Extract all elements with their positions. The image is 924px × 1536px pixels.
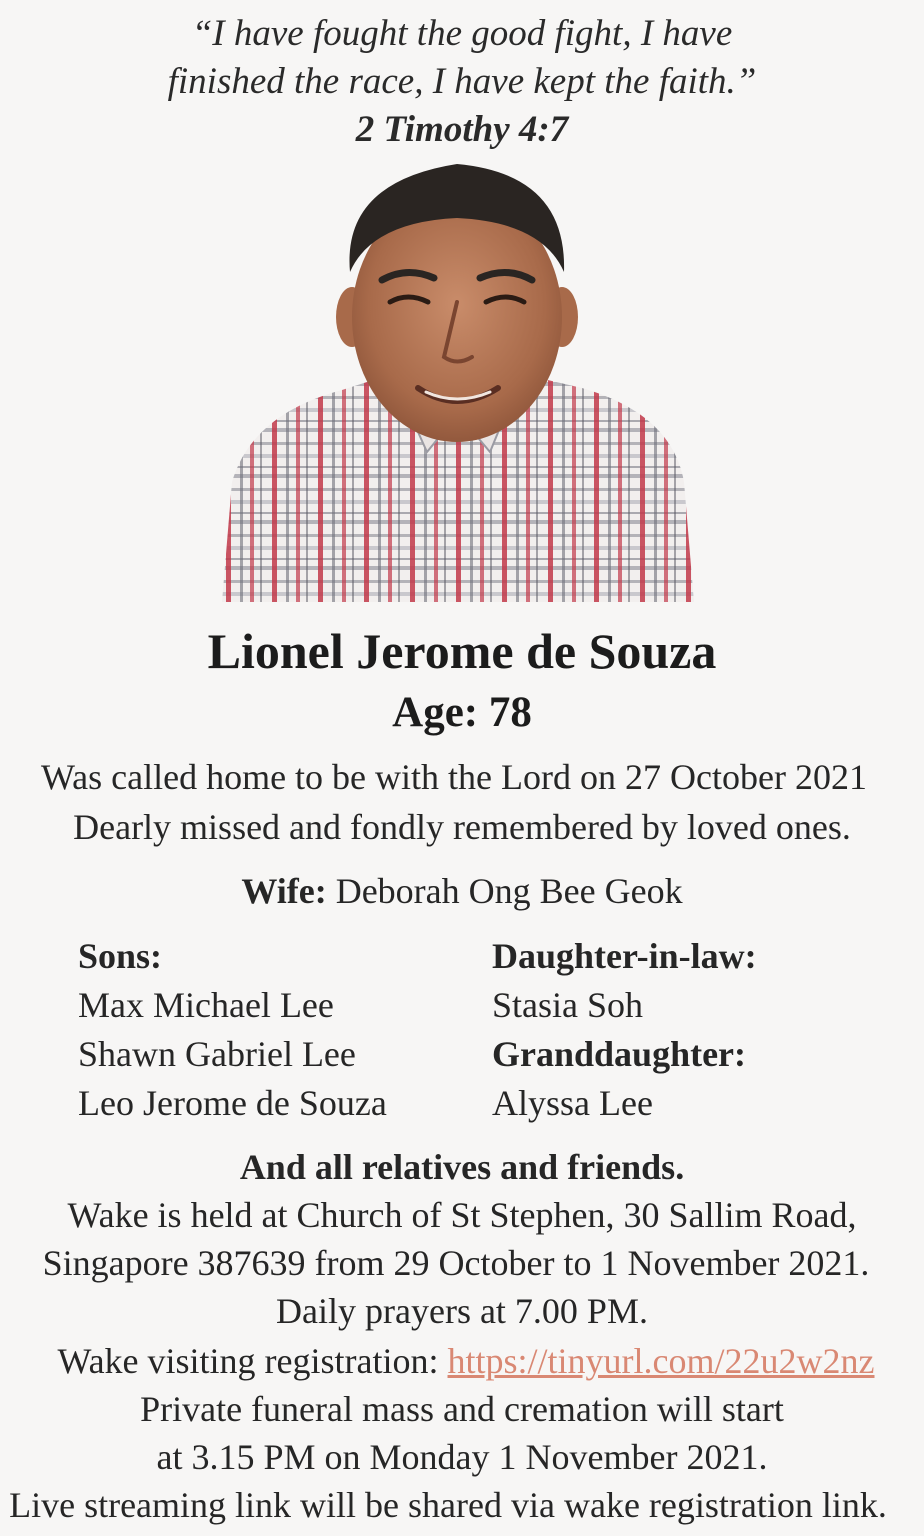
portrait-photo [222,152,694,602]
age-value: 78 [488,689,532,736]
registration-label: Wake visiting registration: [57,1341,439,1381]
son-name: Max Michael Lee [78,985,334,1025]
relations-column [492,935,912,1135]
age-label: Age: [392,689,479,736]
deceased-name: Lionel Jerome de Souza [207,623,717,679]
relatives-line: And all relatives and friends. [239,1147,685,1187]
wife-label: Wife: [241,871,327,911]
registration-line [4,1340,924,1382]
wife-name: Deborah Ong Bee Geok [335,871,683,911]
funeral-line-2: at 3.15 PM on Monday 1 November 2021. [156,1437,768,1477]
son-name: Leo Jerome de Souza [78,1083,387,1123]
daughter-in-law-label: Daughter-in-law: [492,936,757,976]
granddaughter-name: Alyssa Lee [492,1083,653,1123]
streaming-line: Live streaming link will be shared via wake registration link. [9,1485,887,1525]
sons-label: Sons: [78,936,163,976]
quote-line-1: “I have fought the good fight, I have [191,13,733,54]
wake-line-1: Wake is held at Church of St Stephen, 30 Sallim Road, [67,1195,857,1235]
deceased-age [0,688,924,737]
daughter-in-law-name: Stasia Soh [492,985,644,1025]
wife-line [0,870,924,912]
quote-line-2: finished the race, I have kept the faith.” [167,61,757,102]
wake-line-2: Singapore 387639 from 29 October to 1 November 2021. [42,1243,870,1283]
sons-column [78,935,478,1135]
announcement-line-2: Dearly missed and fondly remembered by loved ones. [73,807,851,847]
registration-link[interactable]: https://tinyurl.com/22u2w2nz [447,1341,875,1381]
quote-reference: 2 Timothy 4:7 [355,109,569,150]
announcement-line-1: Was called home to be with the Lord on 27 October 2021 [41,757,867,797]
funeral-line-1: Private funeral mass and cremation will start [140,1389,784,1429]
granddaughter-label: Granddaughter: [492,1034,747,1074]
son-name: Shawn Gabriel Lee [78,1034,356,1074]
prayers-line: Daily prayers at 7.00 PM. [276,1291,648,1331]
